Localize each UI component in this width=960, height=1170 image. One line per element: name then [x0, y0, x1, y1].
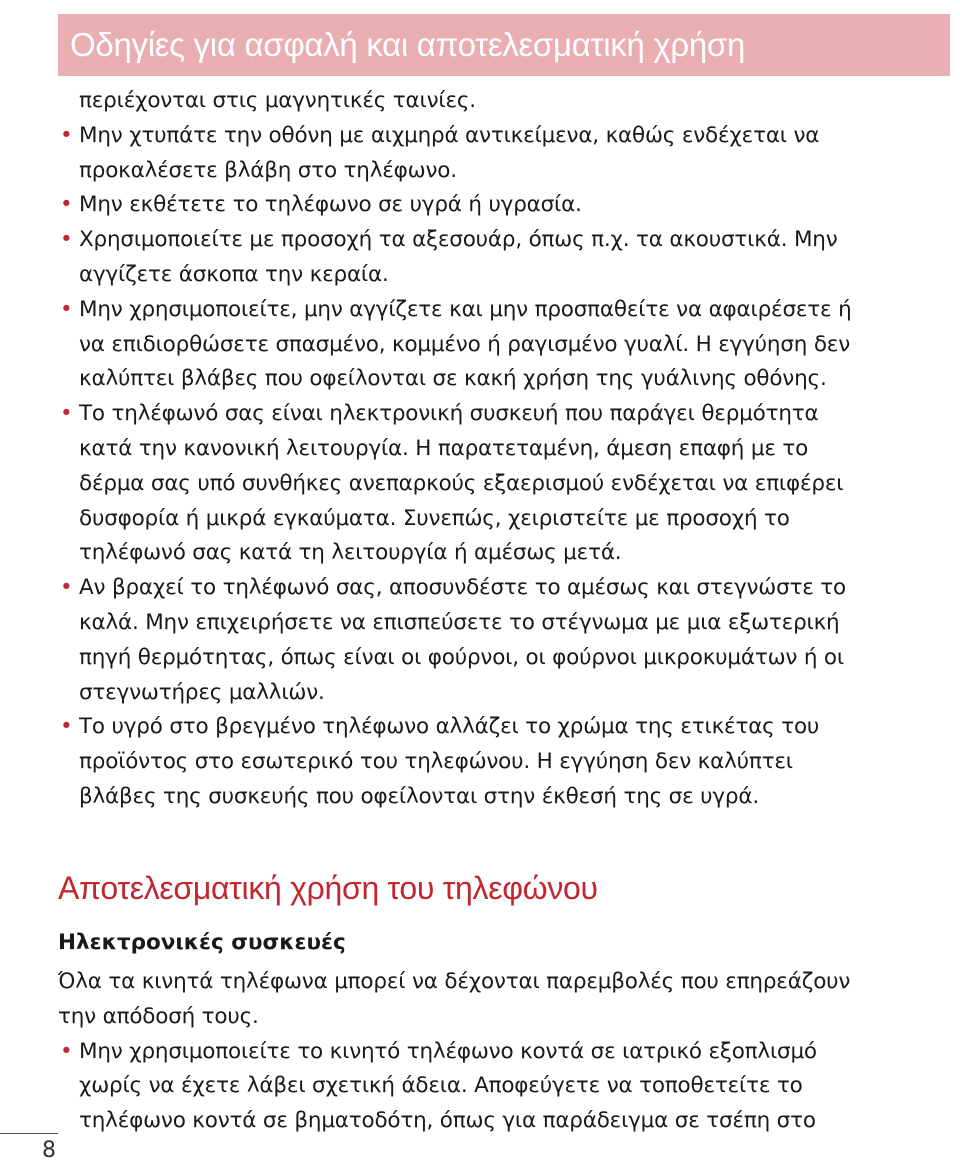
list-item [58, 188, 958, 223]
section-title: Αποτελεσματική χρήση του τηλεφώνου [58, 870, 598, 906]
list-item-line: Μην χρησιμοποιείτε, μην αγγίζετε και μην προσπαθείτε να αφαιρέσετε ή [79, 296, 852, 322]
list-item [58, 571, 958, 710]
list-item [58, 1035, 958, 1139]
list-item-line: χωρίς να έχετε λάβει σχετική άδεια. Αποφεύγετε να τοποθετείτε το [79, 1073, 803, 1099]
list-item-line: προκαλέσετε βλάβη στο τηλέφωνο. [79, 157, 457, 183]
list-item-line: Μην χτυπάτε την οθόνη με αιχμηρά αντικείμενα, καθώς ενδέχεται να [79, 122, 820, 148]
page-number: 8 [42, 1138, 56, 1163]
intro-line: την απόδοσή τους. [58, 1003, 259, 1029]
list-item-line: να επιδιορθώσετε σπασμένο, κομμένο ή ραγισμένο γυαλί. Η εγγύηση δεν [79, 331, 851, 357]
list-item-line: δυσφορία ή μικρά εγκαύματα. Συνεπώς, χειριστείτε με προσοχή το [79, 505, 790, 531]
list-item-line: καλά. Μην επιχειρήσετε να επισπεύσετε το στέγνωμα με μια εξωτερική [79, 609, 840, 635]
list-item-line: πηγή θερμότητας, όπως είναι οι φούρνοι, οι φούρνοι μικροκυμάτων ή οι [79, 644, 844, 670]
bullet-icon: • [60, 401, 73, 427]
list-item-line: Το τηλέφωνό σας είναι ηλεκτρονική συσκευή που παράγει θερμότητα [79, 401, 819, 427]
electronics-section [58, 965, 958, 1139]
bullet-icon: • [60, 714, 73, 740]
list-item-line: Μην εκθέτετε το τηλέφωνο σε υγρά ή υγρασία. [79, 192, 582, 218]
continuation-line: περιέχονται στις μαγνητικές ταινίες. [79, 88, 476, 113]
page-number-rule [0, 1133, 58, 1134]
header-bar [58, 14, 950, 76]
subsection-title: Ηλεκτρονικές συσκευές [58, 930, 346, 955]
list-item [58, 710, 958, 814]
list-item-line: τηλέφωνο κοντά σε βηματοδότη, όπως για παράδειγμα σε τσέπη στο [79, 1108, 816, 1134]
bullet-icon: • [60, 296, 73, 322]
bullet-icon: • [60, 122, 73, 148]
list-item-line: κατά την κανονική λειτουργία. Η παρατεταμένη, άμεση επαφή με το [79, 435, 809, 461]
list-item [58, 293, 958, 397]
list-item-line: προϊόντος στο εσωτερικό του τηλεφώνου. Η εγγύηση δεν καλύπτει [79, 749, 793, 775]
list-item-line: στεγνωτήρες μαλλιών. [79, 679, 325, 705]
page-title: Οδηγίες για ασφαλή και αποτελεσματική χρήση [70, 26, 746, 63]
list-item-line: αγγίζετε άσκοπα την κεραία. [79, 261, 389, 287]
bullet-icon: • [60, 1038, 73, 1064]
bullet-icon: • [60, 192, 73, 218]
list-item-line: βλάβες της συσκευής που οφείλονται στην έκθεσή της σε υγρά. [79, 783, 759, 809]
intro-line: Όλα τα κινητά τηλέφωνα μπορεί να δέχονται παρεμβολές που επηρεάζουν [58, 969, 851, 994]
list-item-line: Μην χρησιμοποιείτε το κινητό τηλέφωνο κοντά σε ιατρικό εξοπλισμό [79, 1038, 817, 1064]
bullet-icon: • [60, 575, 73, 601]
bullet-icon: • [60, 227, 73, 253]
list-item-line: καλύπτει βλάβες που οφείλονται σε κακή χρήση της γυάλινης οθόνης. [79, 366, 827, 392]
list-item-line: Αν βραχεί το τηλέφωνό σας, αποσυνδέστε το αμέσως και στεγνώστε το [79, 575, 847, 601]
list-item-line: Χρησιμοποιείτε με προσοχή τα αξεσουάρ, όπως π.χ. τα ακουστικά. Μην [79, 227, 838, 253]
list-item-line: Το υγρό στο βρεγμένο τηλέφωνο αλλάζει το χρώμα της ετικέτας του [79, 714, 820, 740]
list-item [58, 397, 958, 571]
list-item [58, 223, 958, 293]
safety-list [58, 84, 958, 815]
list-item-line: τηλέφωνό σας κατά τη λειτουργία ή αμέσως μετά. [79, 540, 622, 566]
list-item-line: δέρμα σας υπό συνθήκες ανεπαρκούς εξαερισμού ενδέχεται να επιφέρει [79, 470, 844, 496]
list-item [58, 119, 958, 189]
